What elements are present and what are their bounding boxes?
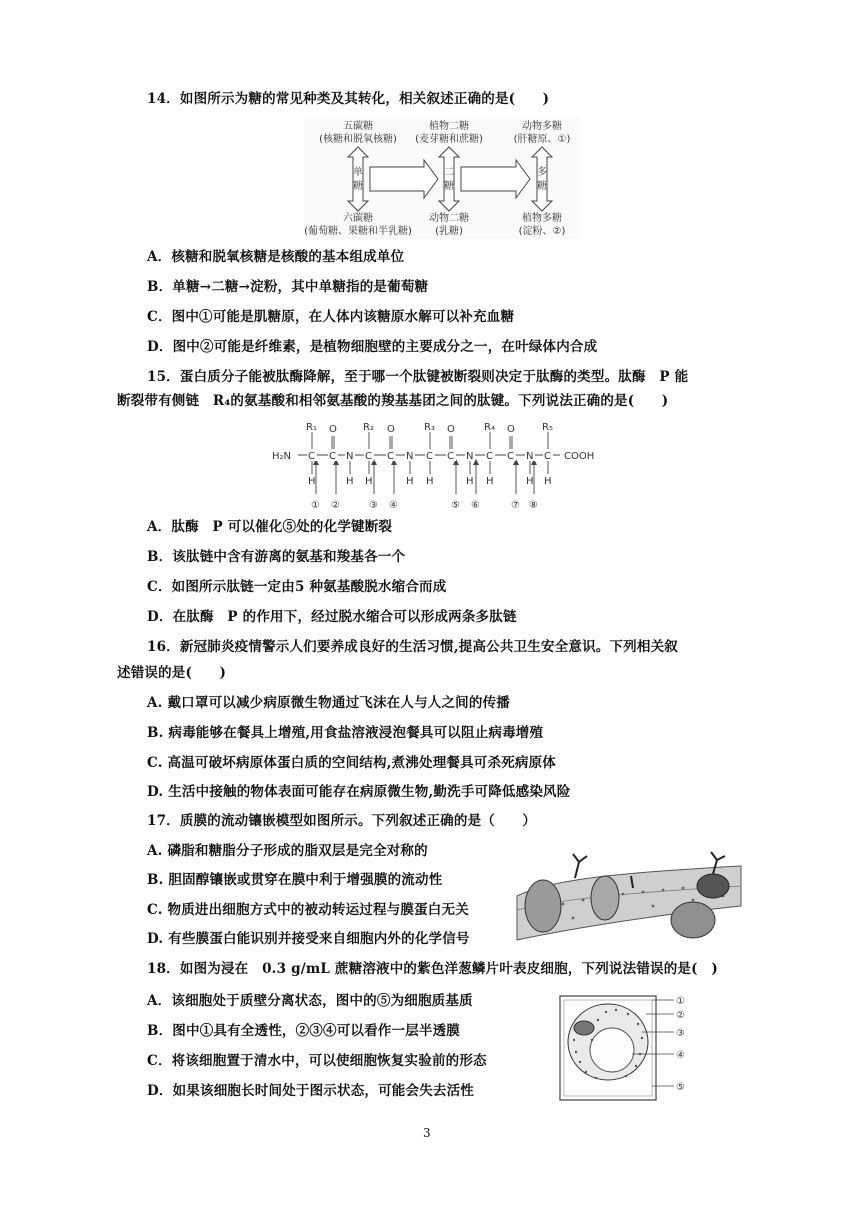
hydrogen-label-9: H xyxy=(544,476,552,487)
q14-option-b: B．单糖→二糖→淀粉，其中单糖指的是葡萄糖 xyxy=(147,279,429,295)
top-sub-1: (核糖和脱氧核糖) xyxy=(319,134,397,145)
r2-label: R₂ xyxy=(363,422,374,433)
q15-option-c: C．如图所示肽链一定由5 种氨基酸脱水缩合而成 xyxy=(147,579,447,595)
carboxyl-terminus: COOH xyxy=(564,451,595,462)
vacuole xyxy=(590,1028,634,1072)
hydrogen-label-2: H xyxy=(346,476,354,487)
hydrogen-label-6: H xyxy=(466,476,474,487)
alpha-carbon-1: C xyxy=(308,451,315,462)
hydrogen-label-7: H xyxy=(486,476,494,487)
cell-label-3: ③ xyxy=(676,1028,685,1039)
mid-char-4: 糖 xyxy=(444,181,454,192)
mid-char-3: 二 xyxy=(444,167,454,178)
bond-marker-6: ⑥ xyxy=(471,500,480,511)
q14-option-d: D．图中②可能是纤维素，是植物细胞壁的主要成分之一，在叶绿体内合成 xyxy=(147,339,598,355)
q17-stem: 17．质膜的流动镶嵌模型如图所示。下列叙述正确的是（ ） xyxy=(147,813,537,829)
bond-marker-4: ④ xyxy=(389,500,398,511)
bottom-sub-3: (淀粉、②) xyxy=(518,226,566,237)
top-sub-3: (肝糖原、①) xyxy=(513,134,571,145)
q14-option-a: A．核糖和脱氧核糖是核酸的基本组成单位 xyxy=(147,249,405,265)
q15-option-d: D．在肽酶 P 的作用下，经过脱水缩合可以形成两条多肽链 xyxy=(147,609,517,625)
q14-option-c: C．图中①可能是肌糖原，在人体内该糖原水解可以补充血糖 xyxy=(147,309,515,325)
hydrogen-label-1: H xyxy=(308,476,316,487)
cell-label-4: ④ xyxy=(676,1050,685,1061)
carbonyl-carbon-1: C xyxy=(329,451,336,462)
bond-marker-7: ⑦ xyxy=(511,500,520,511)
r5-label: R₅ xyxy=(542,422,553,433)
bond-marker-1: ① xyxy=(311,500,320,511)
q16-option-a: A. 戴口罩可以减少病原微生物通过飞沫在人与人之间的传播 xyxy=(147,695,510,711)
oxygen-label-1: O xyxy=(329,424,337,435)
top-sub-2: (麦芽糖和蔗糖) xyxy=(415,134,483,145)
bottom-sub-1: (葡萄糖、果糖和半乳糖) xyxy=(304,226,412,237)
amide-nitrogen-2: N xyxy=(406,451,414,462)
amide-nitrogen-3: N xyxy=(466,451,474,462)
hydrogen-label-3: H xyxy=(365,476,373,487)
carbonyl-carbon-4: C xyxy=(507,451,514,462)
bond-marker-2: ② xyxy=(331,500,340,511)
q17-option-c: C. 物质进出细胞方式中的被动转运过程与膜蛋白无关 xyxy=(147,902,469,918)
mid-char-2: 糖 xyxy=(353,181,363,192)
r4-label: R₄ xyxy=(484,422,495,433)
bottom-label-1: 六碳糖 xyxy=(343,213,373,224)
q16-option-b: B. 病毒能够在餐具上增殖,用食盐溶液浸泡餐具可以阻止病毒增殖 xyxy=(147,725,544,741)
cell-label-2: ② xyxy=(676,1010,685,1021)
q16-stem-line-1: 16．新冠肺炎疫情警示人们要养成良好的生活习惯,提高公共卫生安全意识。下列相关叙 xyxy=(147,639,678,655)
r1-label: R₁ xyxy=(306,422,317,433)
mid-char-6: 糖 xyxy=(537,181,547,192)
nucleus xyxy=(574,1021,594,1035)
mid-char-5: 多 xyxy=(537,167,547,178)
hydrogen-label-8: H xyxy=(526,476,534,487)
q17-option-b: B. 胆固醇镶嵌或贯穿在膜中利于增强膜的流动性 xyxy=(147,872,443,888)
page-number: 3 xyxy=(423,1126,431,1140)
carbonyl-carbon-2: C xyxy=(387,451,394,462)
q15-stem-line-2: 断裂带有侧链 R₄的氨基酸和相邻氨基酸的羧基基团之间的肽键。下列说法正确的是( ) xyxy=(117,393,669,409)
q18-option-a: A．该细胞处于质壁分离状态，图中的⑤为细胞质基质 xyxy=(147,993,473,1009)
q18-option-c: C．将该细胞置于清水中，可以使细胞恢复实验前的形态 xyxy=(147,1053,487,1069)
top-label-1: 五碳糖 xyxy=(343,121,373,132)
bottom-label-3: 植物多糖 xyxy=(522,213,562,224)
bottom-label-2: 动物二糖 xyxy=(429,213,469,224)
bond-marker-8: ⑧ xyxy=(529,500,538,511)
q18-option-d: D．如果该细胞长时间处于图示状态，可能会失去活性 xyxy=(147,1083,475,1099)
hydrogen-label-5: H xyxy=(426,476,434,487)
alpha-carbon-3: C xyxy=(426,451,433,462)
sugar-conversion-diagram xyxy=(304,117,580,239)
alpha-carbon-4: C xyxy=(486,451,493,462)
r3-label: R₃ xyxy=(424,422,435,433)
bottom-sub-2: (乳糖) xyxy=(435,226,463,237)
alpha-carbon-5: C xyxy=(544,451,551,462)
q17-option-a: A. 磷脂和糖脂分子形成的脂双层是完全对称的 xyxy=(147,843,428,859)
oxygen-label-3: O xyxy=(447,424,455,435)
alpha-carbon-2: C xyxy=(365,451,372,462)
q15-stem-line-1: 15．蛋白质分子能被肽酶降解，至于哪一个肽键被断裂则决定于肽酶的类型。肽酶 P 能 xyxy=(147,369,689,385)
amide-nitrogen-4: N xyxy=(526,451,534,462)
cell-label-1: ① xyxy=(676,996,685,1007)
amino-terminus: H₂N xyxy=(272,451,292,462)
bond-marker-5: ⑤ xyxy=(451,500,460,511)
plasmolyzed-cell-diagram xyxy=(556,992,706,1104)
amide-nitrogen-1: N xyxy=(346,451,354,462)
q16-option-c: C. 高温可破坏病原体蛋白质的空间结构,煮沸处理餐具可杀死病原体 xyxy=(147,755,557,771)
oxygen-label-2: O xyxy=(387,424,395,435)
q14-stem: 14．如图所示为糖的常见种类及其转化，相关叙述正确的是( ) xyxy=(147,91,550,107)
carbonyl-carbon-3: C xyxy=(447,451,454,462)
q15-option-a: A．肽酶 P 可以催化⑤处的化学键断裂 xyxy=(147,519,393,535)
q18-option-b: B．图中①具有全透性，②③④可以看作一层半透膜 xyxy=(147,1023,461,1039)
q18-stem: 18．如图为浸在 0.3 g/mL 蔗糖溶液中的紫色洋葱鳞片叶表皮细胞，下列说法错误的是( ) xyxy=(147,961,718,977)
bond-marker-3: ③ xyxy=(369,500,378,511)
oxygen-label-4: O xyxy=(507,424,515,435)
q16-option-d: D. 生活中接触的物体表面可能存在病原微生物,勤洗手可降低感染风险 xyxy=(147,784,571,800)
q15-option-b: B．该肽链中含有游离的氨基和羧基各一个 xyxy=(147,549,406,565)
q17-option-d: D. 有些膜蛋白能识别并接受来自细胞内外的化学信号 xyxy=(147,931,470,947)
top-label-3: 动物多糖 xyxy=(522,121,562,132)
top-label-2: 植物二糖 xyxy=(429,121,469,132)
q16-stem-line-2: 述错误的是( ) xyxy=(117,665,227,681)
hydrogen-label-4: H xyxy=(406,476,414,487)
mid-char-1: 单 xyxy=(353,167,363,178)
fluid-mosaic-membrane-illustration xyxy=(513,848,745,952)
peptide-chain-diagram xyxy=(270,418,600,514)
cell-label-5: ⑤ xyxy=(676,1082,685,1093)
